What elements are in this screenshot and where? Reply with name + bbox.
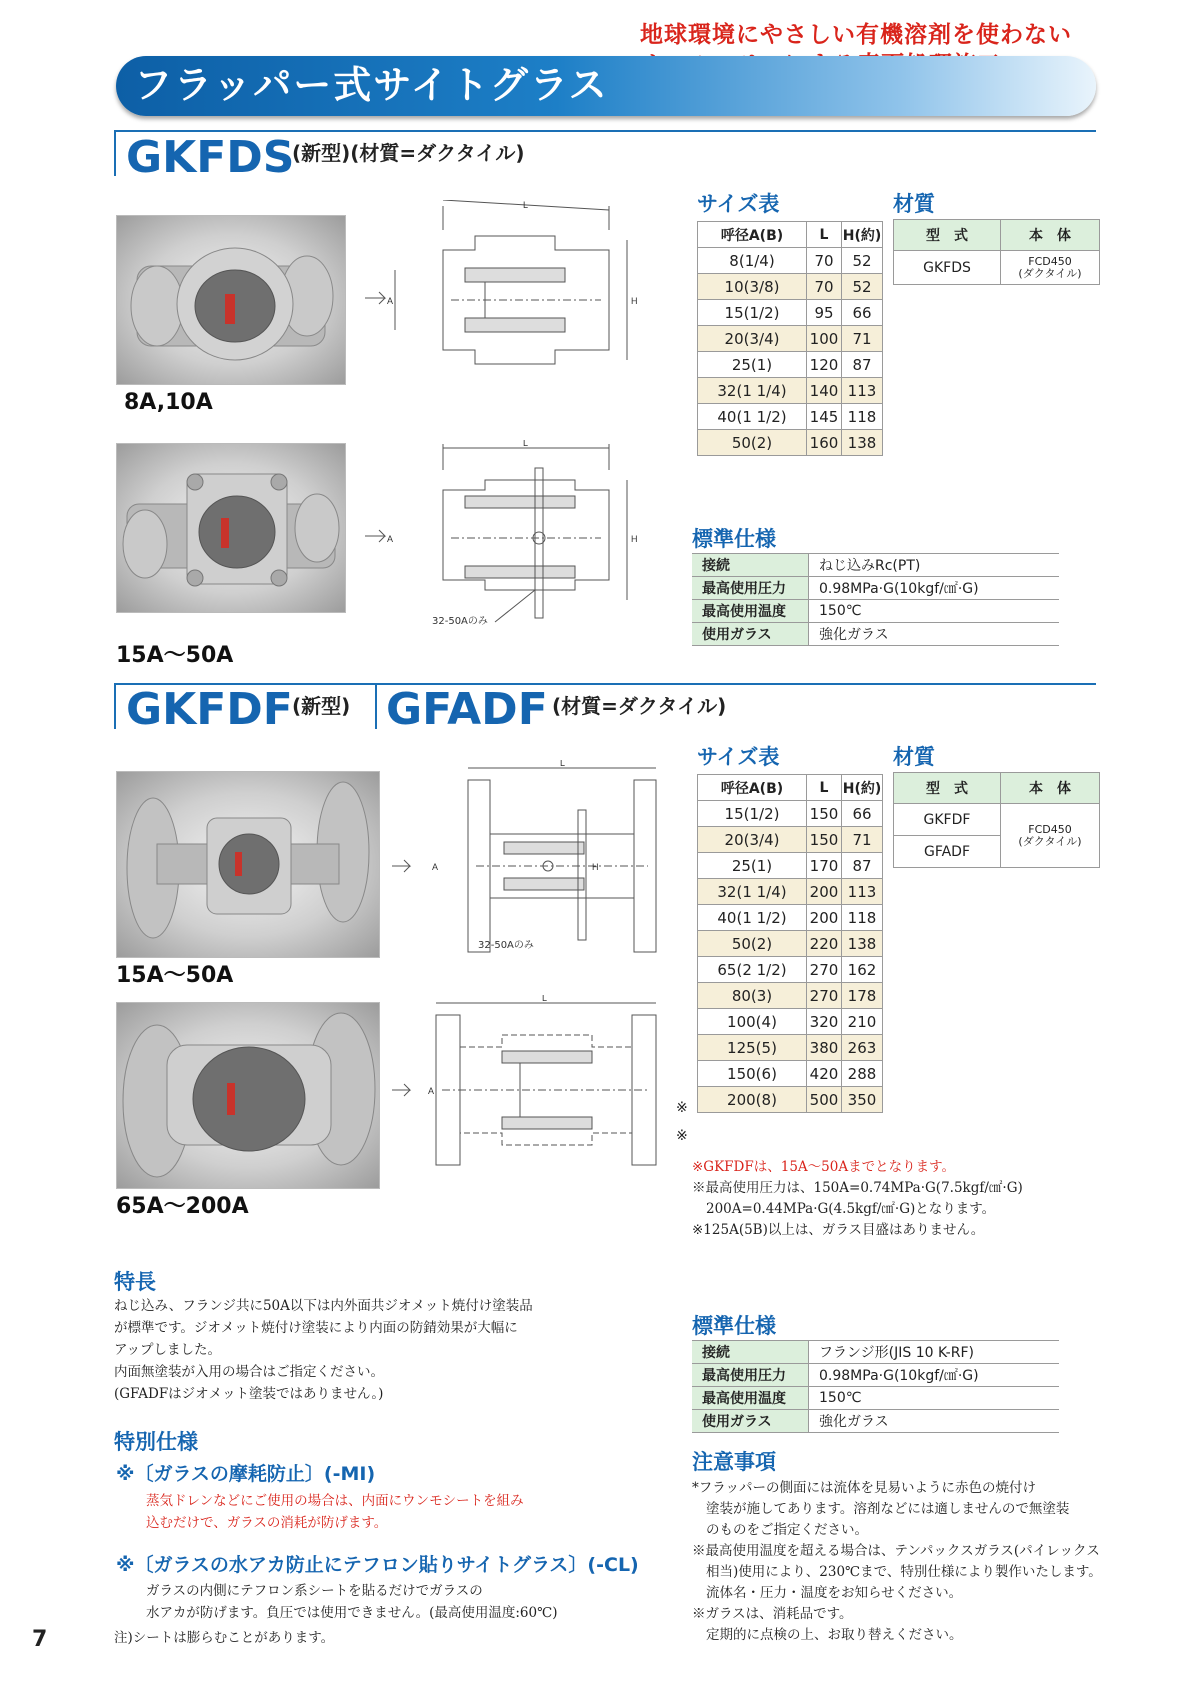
size-cell: 270 [807,983,842,1009]
drawing-gkfds-large [365,440,685,640]
size-cell: 8(1/4) [698,248,807,274]
size-cell: 220 [807,931,842,957]
size-cell: 100(4) [698,1009,807,1035]
photo-caption-gkfdf-2: 65A〜200A [116,1194,249,1219]
model-gkfds: GKFDS [126,132,295,183]
page-title: フラッパー式サイトグラス [134,63,609,107]
special-item-2-line: 水アカが防げます。負圧では使用できません。(最高使用温度:60℃) [146,1605,558,1621]
material-header: 型 式 [894,773,1001,804]
size-cell: 210 [842,1009,883,1035]
material-body-grade: FCD450 [1028,822,1072,836]
spec-key: 最高使用温度 [692,600,809,623]
special-item-1-title: ※〔ガラスの摩耗防止〕(-MI) [116,1463,376,1485]
spec-value: 150℃ [809,600,1060,623]
spec-value: フランジ形(JIS 10 K-RF) [809,1341,1060,1364]
drawing-note-gkfds: 32-50Aのみ [432,616,488,627]
product-photo-gkfds-large [116,443,346,613]
svg-text:H: H [631,296,638,306]
size-cell: 350 [842,1087,883,1113]
special-item-2-text [146,1580,557,1624]
spec-key: 最高使用圧力 [692,1364,809,1387]
star-mark-150: ※ [676,1100,688,1116]
size-cell: 66 [842,801,883,827]
caution-line: 流体名・圧力・温度をお知らせください。 [706,1585,963,1601]
size-cell: 25(1) [698,853,807,879]
special-footnote: 注)シートは膨らむことがあります。 [114,1630,335,1646]
size-cell: 150(6) [698,1061,807,1087]
svg-text:L: L [542,995,548,1003]
size-header: 呼径A(B) [698,775,807,801]
special-item-2-line: ガラスの内側にテフロン系シートを貼るだけでガラスの [146,1583,483,1599]
caution-line: 定期的に点検の上、お取り替えください。 [706,1627,963,1643]
size-cell: 170 [807,853,842,879]
spec-value: 強化ガラス [809,1410,1060,1433]
size-cell: 118 [842,905,883,931]
spec-key: 接続 [692,554,809,577]
spec-key: 使用ガラス [692,623,809,646]
size-cell: 288 [842,1061,883,1087]
spec-key: 接続 [692,1341,809,1364]
svg-text:A: A [432,862,439,872]
spec-table-gkfds [692,553,1059,646]
size-cell: 200 [807,905,842,931]
special-title: 特別仕様 [114,1430,198,1454]
cautions-text [692,1478,1102,1646]
drawing-gkfds-small [365,200,685,395]
size-cell: 40(1 1/2) [698,404,807,430]
size-table-gkfdf [697,774,883,1113]
size-cell: 113 [842,879,883,905]
features-line: 内面無塗装が入用の場合はご指定ください。 [114,1364,384,1380]
size-cell: 66 [842,300,883,326]
caution-line: 相当)使用により、230℃まで、特別仕様により製作いたします。 [706,1564,1102,1580]
material-title-gkfds: 材質 [893,192,935,216]
size-header: H(約) [842,222,883,248]
model-divider [375,683,377,729]
material-body [1001,804,1100,868]
spec-key: 使用ガラス [692,1410,809,1433]
features-line: アップしました。 [114,1342,222,1358]
spec-title-gkfds: 標準仕様 [692,527,776,551]
photo-caption-gkfds-1: 8A,10A [124,390,213,415]
size-header: 呼径A(B) [698,222,807,248]
size-cell: 200 [807,879,842,905]
size-cell: 140 [807,378,842,404]
size-cell: 138 [842,430,883,456]
size-cell: 120 [807,352,842,378]
photo-caption-gkfdf-1: 15A〜50A [116,963,234,988]
size-header: L [807,775,842,801]
size-cell: 40(1 1/2) [698,905,807,931]
table-note-3: 200A=0.44MPa·G(4.5kgf/㎠·G)となります。 [706,1201,996,1217]
drawing-gkfdf-small [392,760,682,960]
size-cell: 113 [842,378,883,404]
table-note-2: ※最高使用圧力は、150A=0.74MPa·G(7.5kgf/㎠·G) [692,1180,1023,1196]
spec-table-gkfdf [692,1340,1059,1433]
size-cell: 65(2 1/2) [698,957,807,983]
size-cell: 162 [842,957,883,983]
spec-key: 最高使用温度 [692,1387,809,1410]
size-cell: 270 [807,957,842,983]
svg-text:A: A [428,1086,435,1096]
model-gfadf-subtitle: (材質=ダクタイル) [552,694,727,718]
caution-line: ※ガラスは、消耗品です。 [692,1606,853,1622]
photo-caption-gkfds-2: 15A〜50A [116,643,234,668]
material-model: GFADF [894,836,1001,868]
size-cell: 52 [842,274,883,300]
size-cell: 500 [807,1087,842,1113]
table-note-4: ※125A(5B)以上は、ガラス目盛はありません。 [692,1222,985,1238]
material-model: GKFDS [894,251,1001,285]
caution-line: ※最高使用温度を超える場合は、テンパックスガラス(パイレックス [692,1543,1100,1559]
eco-message-line-1: 地球環境にやさしい有機溶剤を使わない [640,22,1072,48]
size-cell: 420 [807,1061,842,1087]
material-model: GKFDF [894,804,1001,836]
size-cell: 145 [807,404,842,430]
model-gkfdf-subtitle: (新型) [292,694,351,718]
special-item-2-title: ※〔ガラスの水アカ防止にテフロン貼りサイトグラス〕(-CL) [116,1554,639,1576]
size-header: H(約) [842,775,883,801]
special-item-1-line: 込むだけで、ガラスの消耗が防げます。 [146,1515,388,1531]
svg-text:H: H [592,862,599,872]
material-body [1001,251,1100,285]
drawing-note-gkfdf: 32-50Aのみ [478,940,534,951]
size-cell: 32(1 1/4) [698,378,807,404]
size-cell: 87 [842,853,883,879]
caution-line: のものをご指定ください。 [706,1522,868,1538]
star-mark-200: ※ [676,1128,688,1144]
size-cell: 150 [807,801,842,827]
size-cell: 125(5) [698,1035,807,1061]
material-header: 本 体 [1001,220,1100,251]
size-cell: 70 [807,274,842,300]
svg-text:L: L [560,760,566,768]
spec-value: 0.98MPa·G(10kgf/㎠·G) [809,577,1060,600]
size-cell: 50(2) [698,430,807,456]
size-cell: 178 [842,983,883,1009]
caution-line: *フラッパーの側面には流体を見易いように赤色の焼付け [692,1480,1036,1496]
size-table-title-gkfdf: サイズ表 [697,745,780,769]
size-header: L [807,222,842,248]
special-item-1-text [146,1490,524,1534]
material-body-grade: FCD450 [1028,254,1072,268]
material-body-type: (ダクタイル) [1018,834,1082,848]
size-table-title-gkfds: サイズ表 [697,192,780,216]
size-cell: 100 [807,326,842,352]
page-number: 7 [32,1627,48,1652]
features-line: が標準です。ジオメット焼付け塗装により内面の防錆効果が大幅に [114,1320,518,1336]
size-cell: 150 [807,827,842,853]
size-cell: 320 [807,1009,842,1035]
material-table-gkfdf [893,772,1100,868]
size-cell: 15(1/2) [698,300,807,326]
features-text [114,1295,654,1405]
size-cell: 118 [842,404,883,430]
special-item-1-line: 蒸気ドレンなどにご使用の場合は、内面にウンモシートを組み [146,1493,524,1509]
size-cell: 80(3) [698,983,807,1009]
material-body-type: (ダクタイル) [1018,266,1082,280]
size-cell: 87 [842,352,883,378]
material-header: 本 体 [1001,773,1100,804]
size-cell: 32(1 1/4) [698,879,807,905]
size-cell: 160 [807,430,842,456]
model-gkfdf: GKFDF [126,684,293,735]
spec-value: 強化ガラス [809,623,1060,646]
spec-value: 150℃ [809,1387,1060,1410]
svg-text:A: A [387,296,394,306]
section-bar-gkfds [114,130,116,176]
size-cell: 25(1) [698,352,807,378]
material-table-gkfds [893,219,1100,285]
size-cell: 20(3/4) [698,326,807,352]
svg-text:H: H [631,534,638,544]
product-photo-gkfds-small [116,215,346,385]
caution-line: 塗装が施してあります。溶剤などには適しませんので無塗装 [706,1501,1070,1517]
size-cell: 70 [807,248,842,274]
size-cell: 10(3/8) [698,274,807,300]
size-cell: 50(2) [698,931,807,957]
size-cell: 380 [807,1035,842,1061]
product-photo-gkfdf-small [116,771,380,958]
svg-text:A: A [387,534,394,544]
material-header: 型 式 [894,220,1001,251]
model-gkfds-subtitle: (新型)(材質=ダクタイル) [292,141,525,165]
size-cell: 71 [842,326,883,352]
size-cell: 20(3/4) [698,827,807,853]
material-title-gkfdf: 材質 [893,745,935,769]
svg-text:L: L [523,440,529,448]
spec-value: 0.98MPa·G(10kgf/㎠·G) [809,1364,1060,1387]
drawing-gkfdf-large [392,995,682,1175]
features-title: 特長 [114,1270,156,1294]
spec-value: ねじ込みRc(PT) [809,554,1060,577]
size-cell: 200(8) [698,1087,807,1113]
model-gfadf: GFADF [386,684,548,735]
table-note-1: ※GKFDFは、15A〜50Aまでとなります。 [692,1159,956,1175]
spec-key: 最高使用圧力 [692,577,809,600]
features-line: (GFADFはジオメット塗装ではありません。) [114,1386,384,1402]
size-table-gkfds [697,221,883,456]
cautions-title: 注意事項 [692,1450,776,1474]
svg-text:L: L [523,200,529,210]
size-cell: 52 [842,248,883,274]
size-cell: 138 [842,931,883,957]
size-cell: 71 [842,827,883,853]
size-cell: 95 [807,300,842,326]
section-bar-gkfdf [114,683,116,729]
spec-title-gkfdf: 標準仕様 [692,1314,776,1338]
features-line: ねじ込み、フランジ共に50A以下は内外面共ジオメット焼付け塗装品 [114,1298,533,1314]
size-cell: 15(1/2) [698,801,807,827]
size-cell: 263 [842,1035,883,1061]
product-photo-gkfdf-large [116,1002,380,1189]
